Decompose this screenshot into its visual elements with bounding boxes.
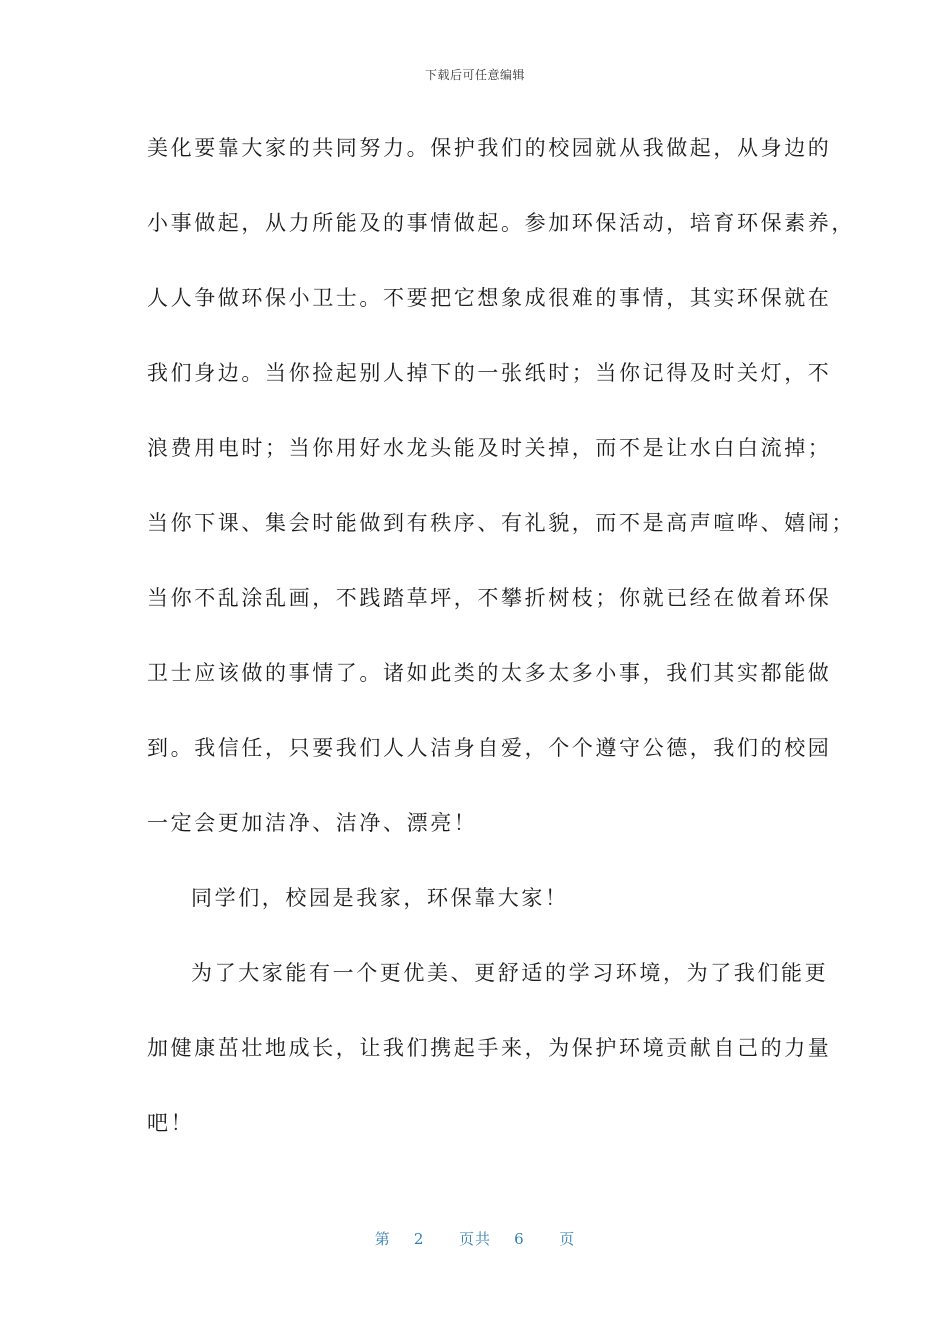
paragraph-line: 浪费用电时；当你用好水龙头能及时关掉，而不是让水白白流掉； xyxy=(147,436,832,460)
page-number-footer xyxy=(0,1228,950,1249)
document-body xyxy=(147,126,855,1176)
paragraph-line: 加健康茁壮地成长，让我们携起手来，为保护环境贡献自己的力量 xyxy=(147,1036,832,1060)
paragraph-line: 卫士应该做的事情了。诸如此类的太多太多小事，我们其实都能做 xyxy=(147,661,832,685)
paragraph-line: 为了大家能有一个更优美、更舒适的学习环境，为了我们能更 xyxy=(191,961,829,985)
total-pages-number: 6 xyxy=(514,1230,525,1248)
paragraph-line: 同学们，校园是我家，环保靠大家！ xyxy=(191,886,569,910)
footer-middle: 页共 xyxy=(458,1230,491,1248)
footer-prefix: 第 xyxy=(374,1230,391,1248)
paragraph-line: 到。我信任，只要我们人人洁身自爱，个个遵守公德，我们的校园 xyxy=(147,736,832,760)
paragraph-line: 我们身边。当你捡起别人掉下的一张纸时；当你记得及时关灯，不 xyxy=(147,361,832,385)
paragraph-line: 当你不乱涂乱画，不践踏草坪，不攀折树枝；你就已经在做着环保 xyxy=(147,586,832,610)
paragraph-line: 小事做起，从力所能及的事情做起。参加环保活动，培育环保素养， xyxy=(147,211,855,235)
paragraph-line: 吧！ xyxy=(147,1111,195,1135)
footer-suffix: 页 xyxy=(559,1230,576,1248)
paragraph-line: 美化要靠大家的共同努力。保护我们的校园就从我做起，从身边的 xyxy=(147,136,832,160)
paragraph-line: 一定会更加洁净、洁净、漂亮！ xyxy=(147,811,478,835)
paragraph-line: 当你下课、集会时能做到有秩序、有礼貌，而不是高声喧哗、嬉闹； xyxy=(147,511,855,535)
paragraph-line: 人人争做环保小卫士。不要把它想象成很难的事情，其实环保就在 xyxy=(147,286,832,310)
current-page-number: 2 xyxy=(413,1230,425,1248)
page-header: 下载后可任意编辑 xyxy=(424,68,525,82)
